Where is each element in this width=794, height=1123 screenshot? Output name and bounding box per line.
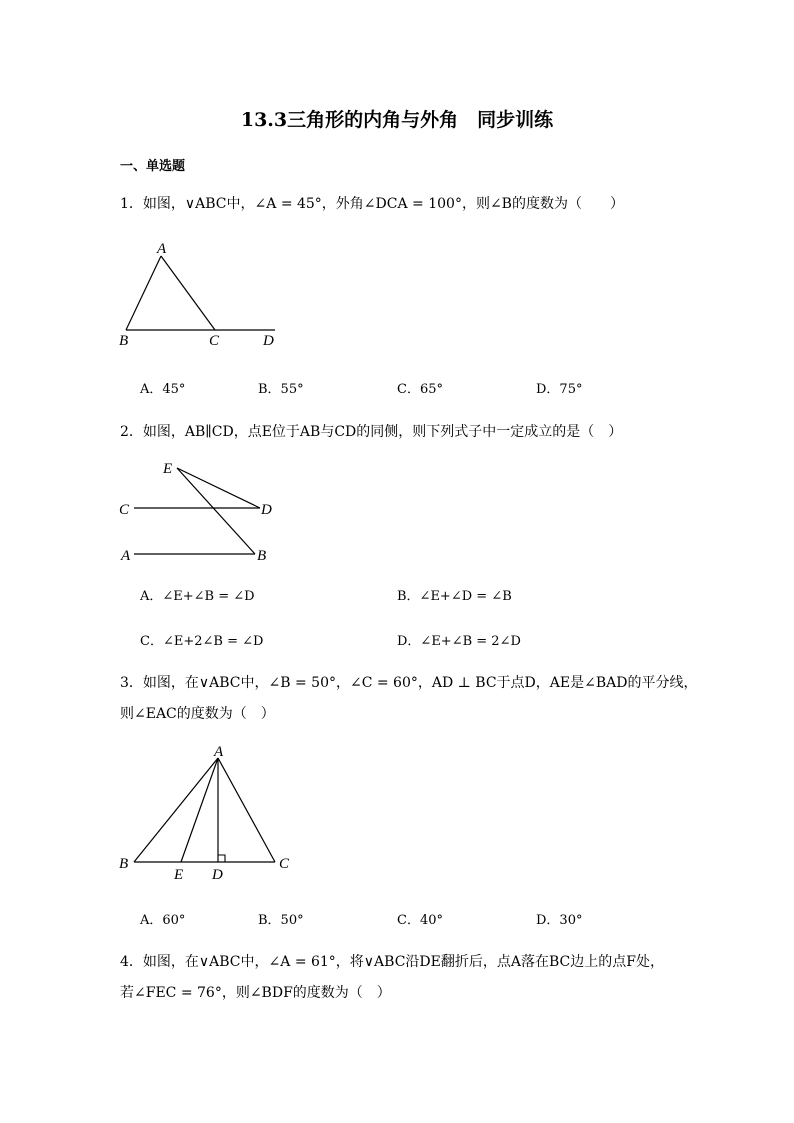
section-heading: 一、单选题: [120, 159, 186, 174]
document-title: 13.3三角形的内角与外角 同步训练: [240, 109, 554, 131]
question-4-stem-line-2: 若∠FEC = 76°，则∠BDF的度数为（ ）: [120, 985, 391, 1001]
question-3-stem-line-1: 3．如图，在∨ABC中，∠B = 50°，∠C = 60°，AD ⊥ BC于点D，AE是∠BAD的平分线，: [120, 675, 698, 691]
point-label-a: A: [157, 241, 167, 257]
segment-ac: [218, 758, 275, 862]
question-1-option-c[interactable]: C．65°: [397, 382, 443, 397]
right-angle-mark: [218, 855, 225, 862]
point-label-d: D: [261, 502, 272, 518]
question-1-stem: 1．如图，∨ABC中，∠A = 45°，外角∠DCA = 100°，则∠B的度数为（ ）: [120, 196, 624, 212]
question-3-option-c[interactable]: C．40°: [397, 913, 443, 928]
question-4-stem-line-1: 4．如图，在∨ABC中，∠A = 61°，将∨ABC沿DE翻折后，点A落在BC边上的点F处，: [120, 954, 664, 970]
question-3-figure: [115, 745, 300, 885]
question-2-option-a[interactable]: A．∠E+∠B = ∠D: [140, 589, 255, 604]
question-3-option-d[interactable]: D．30°: [536, 913, 583, 928]
question-2-option-d[interactable]: D．∠E+∠B = 2∠D: [397, 634, 521, 649]
question-1-figure: [115, 238, 285, 353]
question-2-figure: [115, 455, 285, 570]
point-label-e: E: [163, 461, 173, 477]
segment-ba: [126, 256, 161, 330]
point-label-d: D: [212, 867, 223, 883]
question-3-option-b[interactable]: B．50°: [258, 913, 304, 928]
question-1-option-d[interactable]: D．75°: [536, 382, 583, 397]
point-label-e: E: [174, 867, 184, 883]
question-1-option-b[interactable]: B．55°: [258, 382, 304, 397]
segment-ba: [134, 758, 218, 862]
point-label-b: B: [119, 856, 129, 872]
question-2-option-b[interactable]: B．∠E+∠D = ∠B: [397, 589, 512, 604]
segment-ed: [177, 468, 260, 508]
segment-eb: [177, 468, 255, 554]
point-label-b: B: [119, 333, 129, 349]
point-label-a: A: [121, 548, 131, 564]
point-label-c: C: [279, 856, 290, 872]
point-label-b: B: [257, 548, 267, 564]
point-label-a: A: [214, 744, 224, 760]
question-3-option-a[interactable]: A．60°: [140, 913, 186, 928]
segment-ae: [181, 758, 218, 862]
question-1-option-a[interactable]: A．45°: [140, 382, 186, 397]
question-3-stem-line-2: 则∠EAC的度数为（ ）: [120, 706, 275, 722]
question-2-stem: 2．如图，AB∥CD，点E位于AB与CD的同侧，则下列式子中一定成立的是（ ）: [120, 424, 623, 440]
segment-ac: [161, 256, 215, 330]
question-2-option-c[interactable]: C．∠E+2∠B = ∠D: [140, 634, 264, 649]
point-label-d: D: [263, 333, 274, 349]
point-label-c: C: [119, 502, 130, 518]
point-label-c: C: [209, 333, 220, 349]
